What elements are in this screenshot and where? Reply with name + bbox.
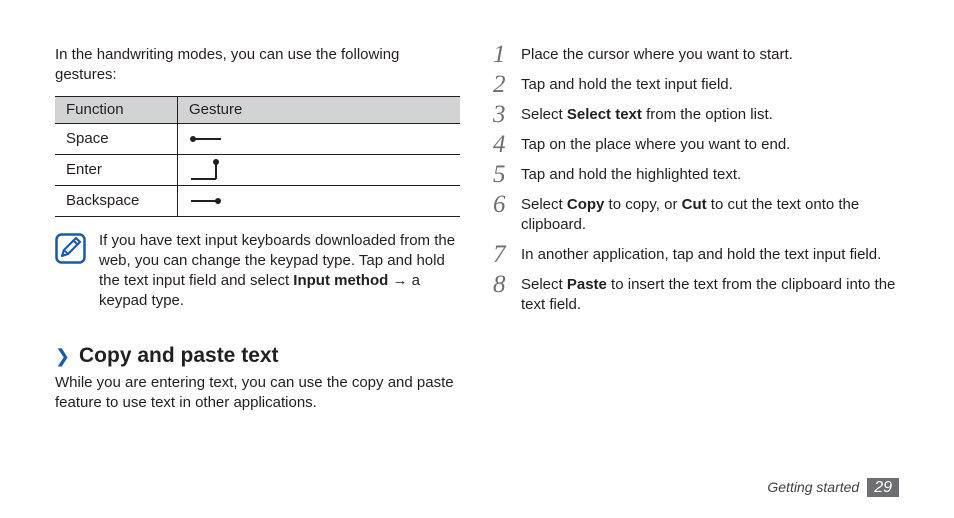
- table-row: [55, 155, 460, 186]
- step-text: [521, 165, 898, 185]
- section-heading: [55, 343, 460, 369]
- step-item: [488, 161, 898, 188]
- step-number: 2: [493, 71, 506, 98]
- step-item: [488, 101, 898, 128]
- gesture-cell: [178, 186, 461, 217]
- step-text: [521, 75, 898, 95]
- step-text: [521, 195, 898, 235]
- step-number: 8: [493, 271, 506, 298]
- page-footer: [767, 477, 899, 497]
- note-text: [99, 231, 460, 311]
- note-text-end: a keypad type.: [99, 272, 420, 309]
- step-text-segment: Tap and hold the text input field.: [521, 76, 733, 93]
- step-bold-term: Paste: [566, 276, 607, 293]
- table-row: [55, 186, 460, 217]
- note-box: [55, 231, 460, 311]
- note-text-start: If you have text input keyboards downloaded from the web, you can change the keypad type. Tap and hold the text input field and select: [99, 232, 456, 289]
- step-number: 3: [493, 101, 506, 128]
- step-text-segment: Select: [521, 196, 567, 213]
- step-text: [521, 245, 898, 265]
- step-item: [488, 271, 898, 315]
- function-cell: Backspace: [55, 186, 178, 217]
- table-row: [55, 124, 460, 155]
- step-text-segment: Select: [521, 106, 567, 123]
- step-item: [488, 241, 898, 268]
- step-text: [521, 45, 898, 65]
- step-item: [488, 131, 898, 158]
- step-text-segment: from the option list.: [641, 106, 773, 123]
- step-text-segment: Tap and hold the highlighted text.: [521, 166, 742, 183]
- step-bold-term: Select text: [566, 106, 642, 123]
- page-number: 29: [867, 478, 899, 497]
- section-body: While you are entering text, you can use the copy and paste feature to use text in other applications.: [55, 374, 454, 411]
- step-text: [521, 105, 898, 125]
- note-bold-term: Input method: [293, 272, 389, 289]
- gesture-cell: [178, 155, 461, 186]
- function-cell: Enter: [55, 155, 178, 186]
- backspace-gesture-icon: [189, 194, 229, 208]
- step-text: [521, 275, 898, 315]
- step-bold-term: Cut: [681, 196, 707, 213]
- gesture-cell: [178, 124, 461, 155]
- step-number: 4: [493, 131, 506, 158]
- left-column: [55, 45, 460, 413]
- step-text-segment: Place the cursor where you want to start.: [521, 46, 793, 63]
- step-number: 1: [493, 41, 506, 68]
- function-cell: Space: [55, 124, 178, 155]
- step-text-segment: to insert the text from the clipboard into the text field.: [521, 276, 896, 313]
- step-number: 5: [493, 161, 506, 188]
- intro-text: In the handwriting modes, you can use the following gestures:: [55, 46, 400, 83]
- step-item: [488, 41, 898, 68]
- section-title: Copy and paste text: [79, 344, 279, 367]
- enter-gesture-icon: [189, 158, 229, 182]
- step-text-segment: In another application, tap and hold the text input field.: [521, 246, 882, 263]
- step-item: [488, 71, 898, 98]
- step-text-segment: to copy, or: [604, 196, 682, 213]
- gesture-table: [55, 96, 460, 217]
- step-text-segment: Select: [521, 276, 567, 293]
- space-gesture-icon: [189, 132, 229, 146]
- footer-section-label: Getting started: [767, 479, 860, 495]
- step-item: [488, 191, 898, 235]
- note-arrow: →: [388, 272, 412, 289]
- steps-column: [488, 41, 898, 325]
- step-text: [521, 135, 898, 155]
- step-text-segment: to cut the text onto the clipboard.: [521, 196, 860, 233]
- table-header-row: [55, 97, 460, 124]
- note-pencil-icon: [55, 233, 86, 264]
- step-number: 6: [493, 191, 506, 218]
- step-number: 7: [493, 241, 506, 268]
- step-text-segment: Tap on the place where you want to end.: [521, 136, 791, 153]
- chevron-right-icon: ❯: [55, 346, 71, 366]
- step-bold-term: Copy: [566, 196, 605, 213]
- column-header-function: Function: [55, 97, 178, 124]
- column-header-gesture: Gesture: [178, 97, 461, 124]
